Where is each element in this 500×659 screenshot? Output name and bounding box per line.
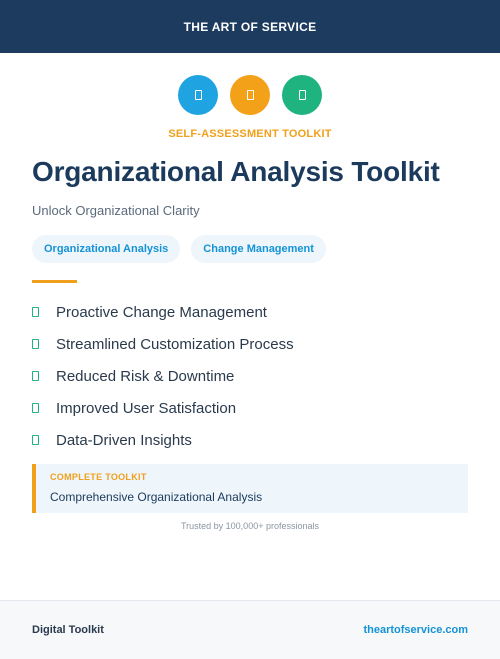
callout-text: Comprehensive Organizational Analysis xyxy=(50,490,263,504)
top-banner xyxy=(0,0,500,53)
check-icon xyxy=(32,371,39,381)
footer-label: Digital Toolkit xyxy=(32,624,104,636)
green-badge xyxy=(282,75,322,115)
callout-label: COMPLETE TOOLKIT xyxy=(50,472,147,482)
trust-note: Trusted by 100,000+ professionals xyxy=(180,521,319,531)
icon-row xyxy=(0,75,500,115)
blue-badge xyxy=(178,75,218,115)
orange-badge xyxy=(230,75,270,115)
feature-label: Streamlined Customization Process xyxy=(56,335,294,353)
feature-list xyxy=(32,296,294,456)
feature-label: Proactive Change Management xyxy=(56,303,267,321)
document-icon xyxy=(195,90,202,100)
list-item xyxy=(32,328,294,360)
tag-organizational-analysis[interactable]: Organizational Analysis xyxy=(32,235,180,263)
tag-change-management[interactable]: Change Management xyxy=(191,235,326,263)
document-icon xyxy=(247,90,254,100)
list-item xyxy=(32,424,294,456)
footer xyxy=(0,600,500,659)
website-link[interactable]: theartofservice.com xyxy=(363,624,468,636)
document-icon xyxy=(299,90,306,100)
list-item xyxy=(32,296,294,328)
tag-list xyxy=(32,235,326,263)
complete-toolkit-callout xyxy=(32,464,468,513)
feature-label: Reduced Risk & Downtime xyxy=(56,367,235,385)
accent-divider xyxy=(32,280,77,283)
check-icon xyxy=(32,403,39,413)
feature-label: Improved User Satisfaction xyxy=(56,399,237,417)
check-icon xyxy=(32,307,39,317)
kicker-label: SELF-ASSESSMENT TOOLKIT xyxy=(168,128,332,140)
list-item xyxy=(32,392,294,424)
brand-name: THE ART OF SERVICE xyxy=(183,19,317,34)
list-item xyxy=(32,360,294,392)
page-title: Organizational Analysis Toolkit xyxy=(32,156,440,187)
check-icon xyxy=(32,435,39,445)
page-subtitle: Unlock Organizational Clarity xyxy=(32,203,200,218)
check-icon xyxy=(32,339,39,349)
feature-label: Data-Driven Insights xyxy=(56,431,192,449)
